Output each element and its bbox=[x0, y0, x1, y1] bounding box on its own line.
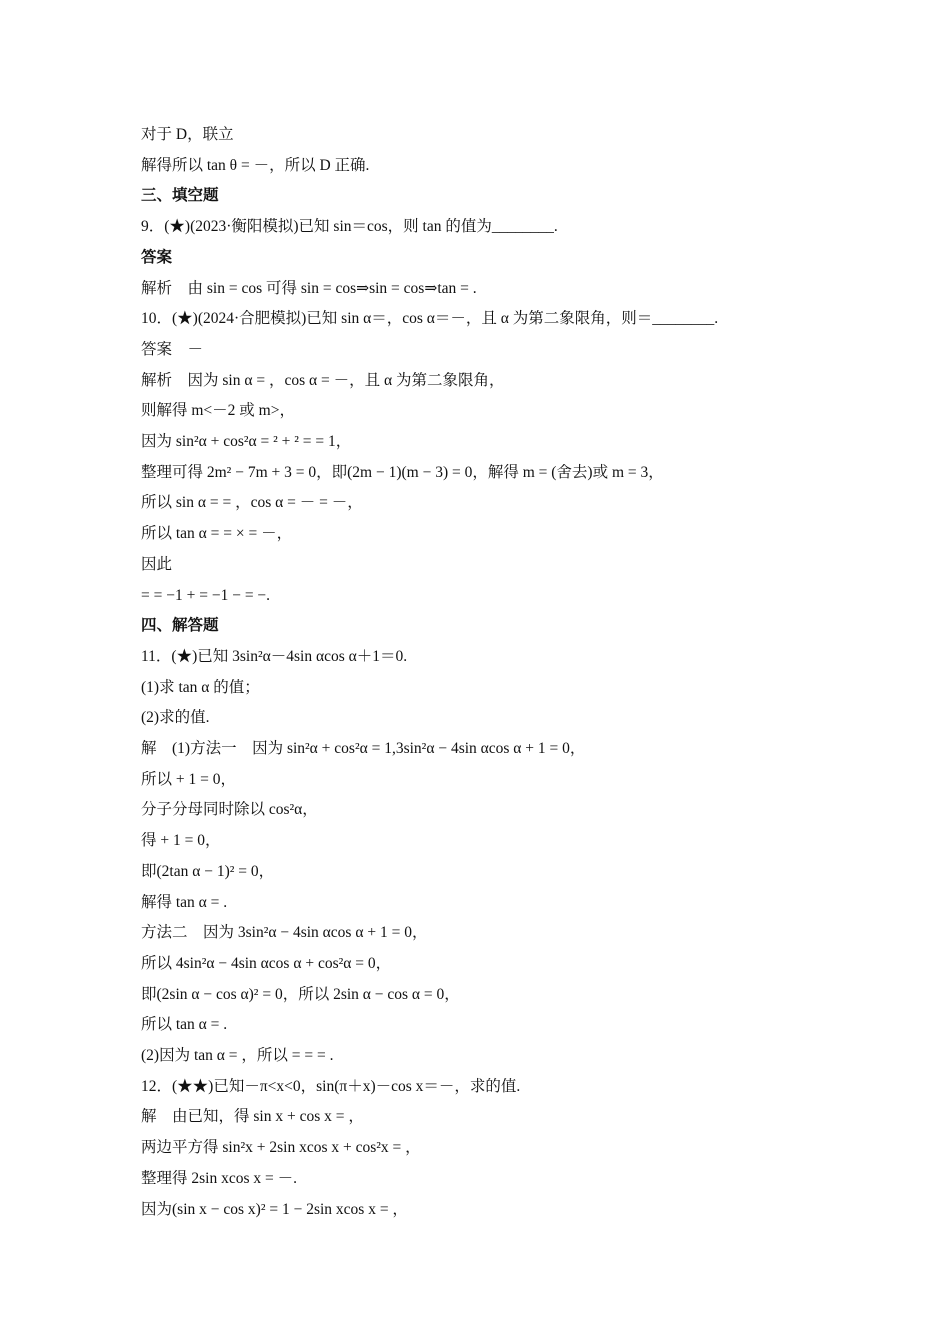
text-line: 得 + 1 = 0， bbox=[141, 832, 221, 850]
text-line: 解得所以 tan θ = －，所以 D 正确. bbox=[141, 156, 370, 174]
text-line: 解得 tan α = . bbox=[141, 893, 228, 911]
text-line: 所以 + 1 = 0， bbox=[141, 770, 236, 788]
text-line: 解 (1)方法一 因为 sin²α + cos²α = 1,3sin²α − 4sin αcos α + 1 = 0， bbox=[141, 740, 586, 757]
text-line: 11．(★)已知 3sin²α－4sin αcos α＋1＝0. bbox=[141, 647, 408, 665]
text-line: 两边平方得 sin²x + 2sin xcos x + cos²x = ， bbox=[141, 1139, 421, 1157]
text-line: 因此 bbox=[141, 555, 173, 573]
text-line: 方法二 因为 3sin²α − 4sin αcos α + 1 = 0， bbox=[141, 924, 428, 942]
text-line: 整理得 2sin xcos x = －. bbox=[141, 1169, 297, 1187]
text-line: 即(2sin α − cos α)² = 0，所以 2sin α − cos α = 0， bbox=[141, 985, 460, 1003]
text-line: 9．(★)(2023·衡阳模拟)已知 sin＝cos，则 tan 的值为________. bbox=[141, 218, 558, 236]
text-line: = = −1 + = −1 − = −. bbox=[141, 586, 271, 604]
text-line: 10．(★)(2024·合肥模拟)已知 sin α＝，cos α＝－，且 α 为第二象限角，则＝________. bbox=[141, 310, 719, 328]
text-line: 整理可得 2m² − 7m + 3 = 0，即(2m − 1)(m − 3) = 0，解得 m = (舍去)或 m = 3， bbox=[141, 463, 664, 481]
text-line: 因为 sin²α + cos²α = ² + ² = = 1， bbox=[141, 433, 352, 450]
text-line: (2)因为 tan α = ，所以 = = = . bbox=[141, 1047, 334, 1064]
text-line: 四、解答题 bbox=[141, 617, 219, 635]
text-line: 解析 由 sin = cos 可得 sin = cos⇒sin = cos⇒tan = . bbox=[141, 279, 477, 297]
text-line: 对于 D，联立 bbox=[141, 126, 234, 143]
text-line: 分子分母同时除以 cos²α， bbox=[141, 801, 318, 819]
text-line: 所以 sin α = = ，cos α = － = －， bbox=[141, 494, 363, 512]
text-line: 因为(sin x − cos x)² = 1 − 2sin xcos x = ， bbox=[141, 1200, 408, 1218]
text-line: (1)求 tan α 的值； bbox=[141, 678, 260, 696]
text-line: 所以 tan α = = × = －， bbox=[141, 525, 293, 543]
text-line: 解 由已知，得 sin x + cos x = ， bbox=[141, 1108, 364, 1126]
text-line: 则解得 m<－2 或 m>， bbox=[141, 402, 295, 420]
text-line: 答案 － bbox=[141, 340, 204, 358]
text-line: 所以 tan α = . bbox=[141, 1016, 228, 1034]
text-line: 所以 4sin²α − 4sin αcos α + cos²α = 0， bbox=[141, 954, 392, 972]
text-line: (2)求的值. bbox=[141, 709, 210, 727]
text-line: 即(2tan α − 1)² = 0， bbox=[141, 862, 275, 880]
text-line: 答案 bbox=[141, 248, 173, 266]
text-line: 解析 因为 sin α = ，cos α = －，且 α 为第二象限角， bbox=[141, 371, 505, 389]
text-line: 三、填空题 bbox=[141, 187, 219, 205]
text-line: 12．(★★)已知－π<x<0，sin(π＋x)－cos x＝－，求的值. bbox=[141, 1077, 521, 1095]
